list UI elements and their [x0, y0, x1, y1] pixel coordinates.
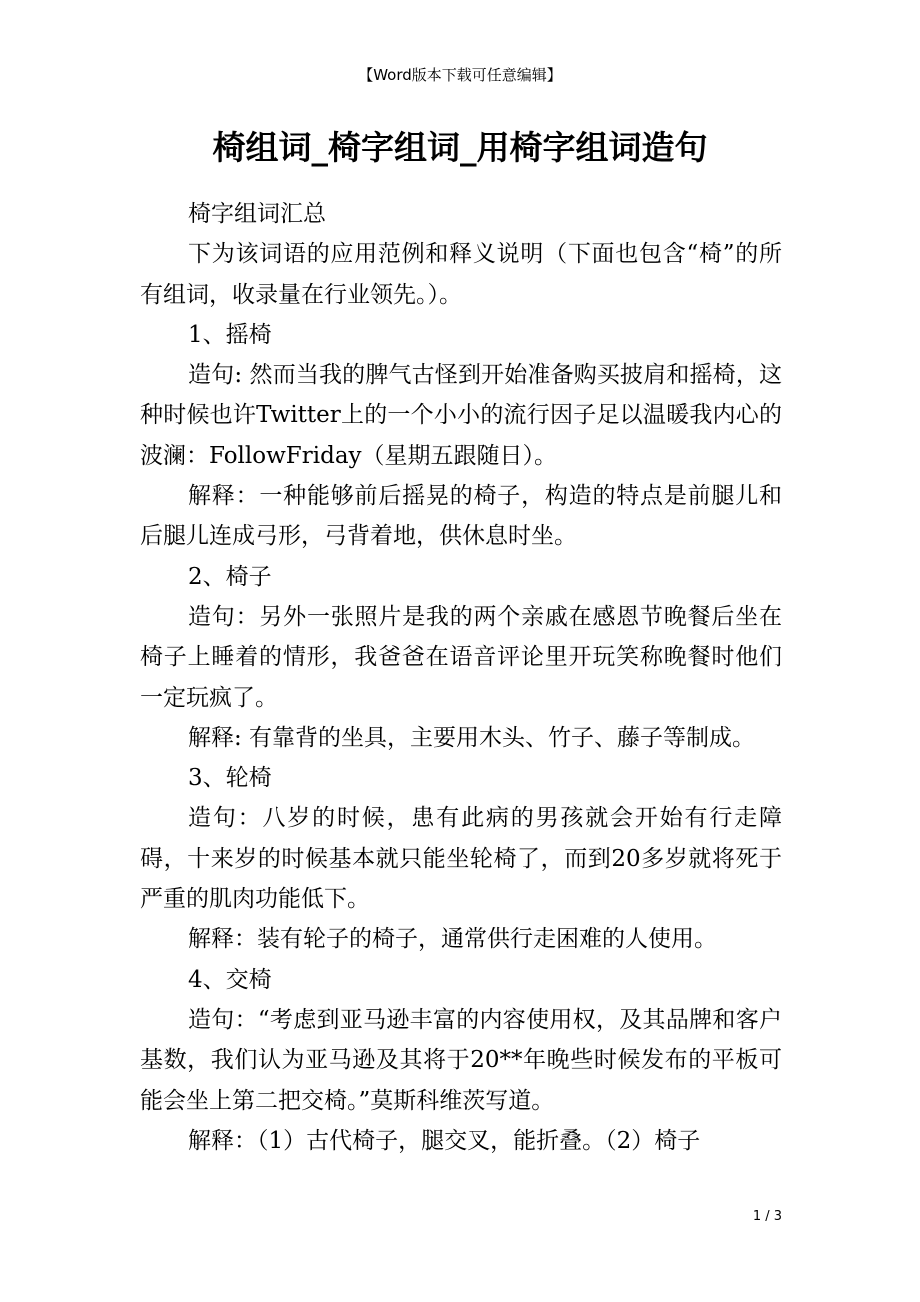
definition: 解释：（1）古代椅子，腿交叉，能折叠。（2）椅子	[188, 1127, 701, 1154]
page-header: 【Word版本下载可任意编辑】	[358, 66, 562, 84]
example-sentence: 造句：另外一张照片是我的两个亲戚在感恩节晚餐后坐在椅子上睡着的情形，我爸爸在语音评论里开玩笑称晚餐时他们一定玩疯了。	[140, 603, 782, 711]
word-heading: 1、摇椅	[188, 321, 272, 348]
example-sentence: 造句：八岁的时候，患有此病的男孩就会开始有行走障碍，十来岁的时候基本就只能坐轮椅了，而到20多岁就将死于严重的肌肉功能低下。	[140, 805, 782, 913]
example-sentence: 造句：“考虑到亚马逊丰富的内容使用权，及其品牌和客户基数，我们认为亚马逊及其将于20**年晚些时候发布的平板可能会坐上第二把交椅。”莫斯科维茨写道。	[140, 1006, 782, 1114]
document-body	[140, 194, 782, 1161]
word-heading: 3、轮椅	[188, 765, 272, 792]
definition: 解释：一种能够前后摇晃的椅子，构造的特点是前腿儿和后腿儿连成弓形，弓背着地，供休息时坐。	[140, 483, 782, 550]
definition: 解释: 有靠背的坐具，主要用木头、竹子、藤子等制成。	[188, 724, 756, 751]
example-sentence: 造句: 然而当我的脾气古怪到开始准备购买披肩和摇椅，这种时候也许Twitter上的一个小小的流行因子足以温暖我内心的波澜：FollowFriday（星期五跟随日）。	[140, 362, 782, 469]
document-title: 椅组词_椅字组词_用椅字组词造句	[212, 128, 708, 167]
page-number: 1 / 3	[752, 1209, 782, 1224]
definition: 解释：装有轮子的椅子，通常供行走困难的人使用。	[188, 926, 717, 953]
word-heading: 2、椅子	[188, 563, 272, 590]
paragraph-intro: 下为该词语的应用范例和释义说明（下面也包含“椅”的所有组词，收录量在行业领先。）。	[140, 241, 782, 308]
word-heading: 4、交椅	[188, 966, 272, 993]
paragraph-heading: 椅字组词汇总	[188, 201, 326, 227]
